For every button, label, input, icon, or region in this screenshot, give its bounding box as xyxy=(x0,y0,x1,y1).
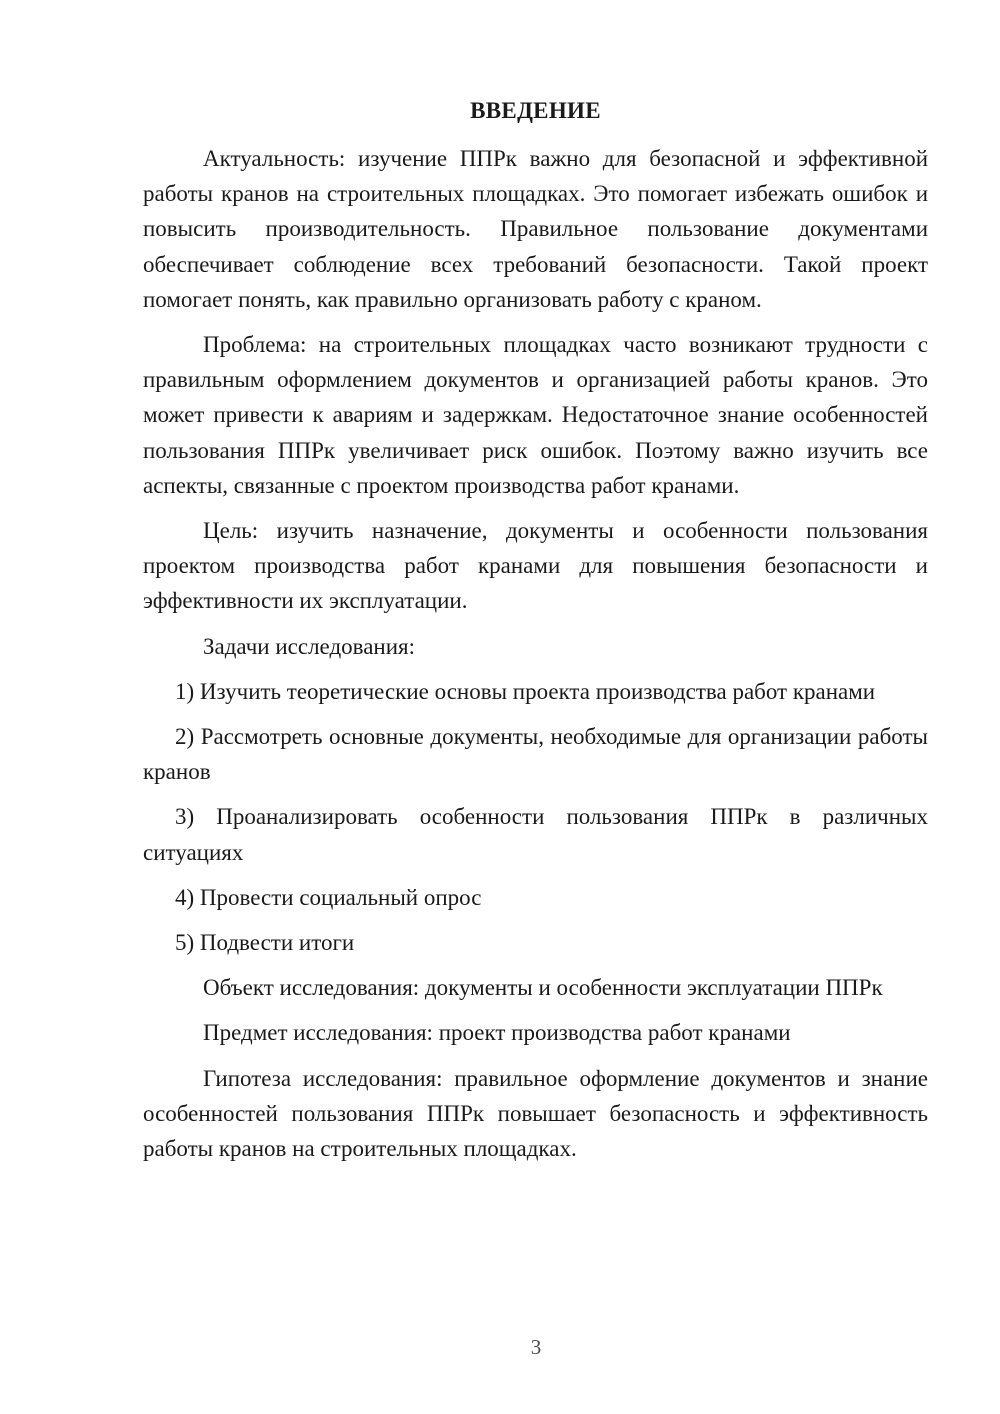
task-item-4: 4) Провести социальный опрос xyxy=(175,884,482,910)
paragraph-object: Объект исследования: документы и особенности эксплуатации ППРк xyxy=(203,975,883,1001)
task-item-5: 5) Подвести итоги xyxy=(175,930,355,956)
paragraph-tasks-heading: Задачи исследования: xyxy=(203,633,416,659)
page-title: ВВЕДЕНИЕ xyxy=(470,98,601,123)
paragraph-subject: Предмет исследования: проект производства работ кранами xyxy=(203,1020,791,1046)
document-body xyxy=(143,141,928,1176)
paragraph-problem: Проблема: на строительных площадках часто возникают трудности с правильным оформлением документов и организацией работы кранов. Это может привести к авариям и задержкам. Недостаточное знание особенностей пользования ППРк увеличивает риск ошибок. Поэтому важно изучить все аспекты, связанные с проектом производства работ кранами. xyxy=(143,332,928,498)
task-item-2: 2) Рассмотреть основные документы, необходимые для организации работы кранов xyxy=(143,724,928,785)
paragraph-hypothesis: Гипотеза исследования: правильное оформление документов и знание особенностей пользования ППРк повышает безопасность и эффективность работы кранов на строительных площадках. xyxy=(143,1065,928,1162)
task-item-3: 3) Проанализировать особенности пользования ППРк в различных ситуациях xyxy=(143,804,928,865)
page-number: 3 xyxy=(530,1335,542,1359)
paragraph-relevance: Актуальность: изучение ППРк важно для безопасной и эффективной работы кранов на строительных площадках. Это помогает избежать ошибок и повысить производительность. Правильное пользование документами обеспечивает соблюдение всех требований безопасности. Такой проект помогает понять, как правильно организовать работу с краном. xyxy=(143,146,928,312)
paragraph-goal: Цель: изучить назначение, документы и особенности пользования проектом производства работ кранами для повышения безопасности и эффективности их эксплуатации. xyxy=(143,518,928,614)
task-item-1: 1) Изучить теоретические основы проекта производства работ кранами xyxy=(175,678,876,704)
